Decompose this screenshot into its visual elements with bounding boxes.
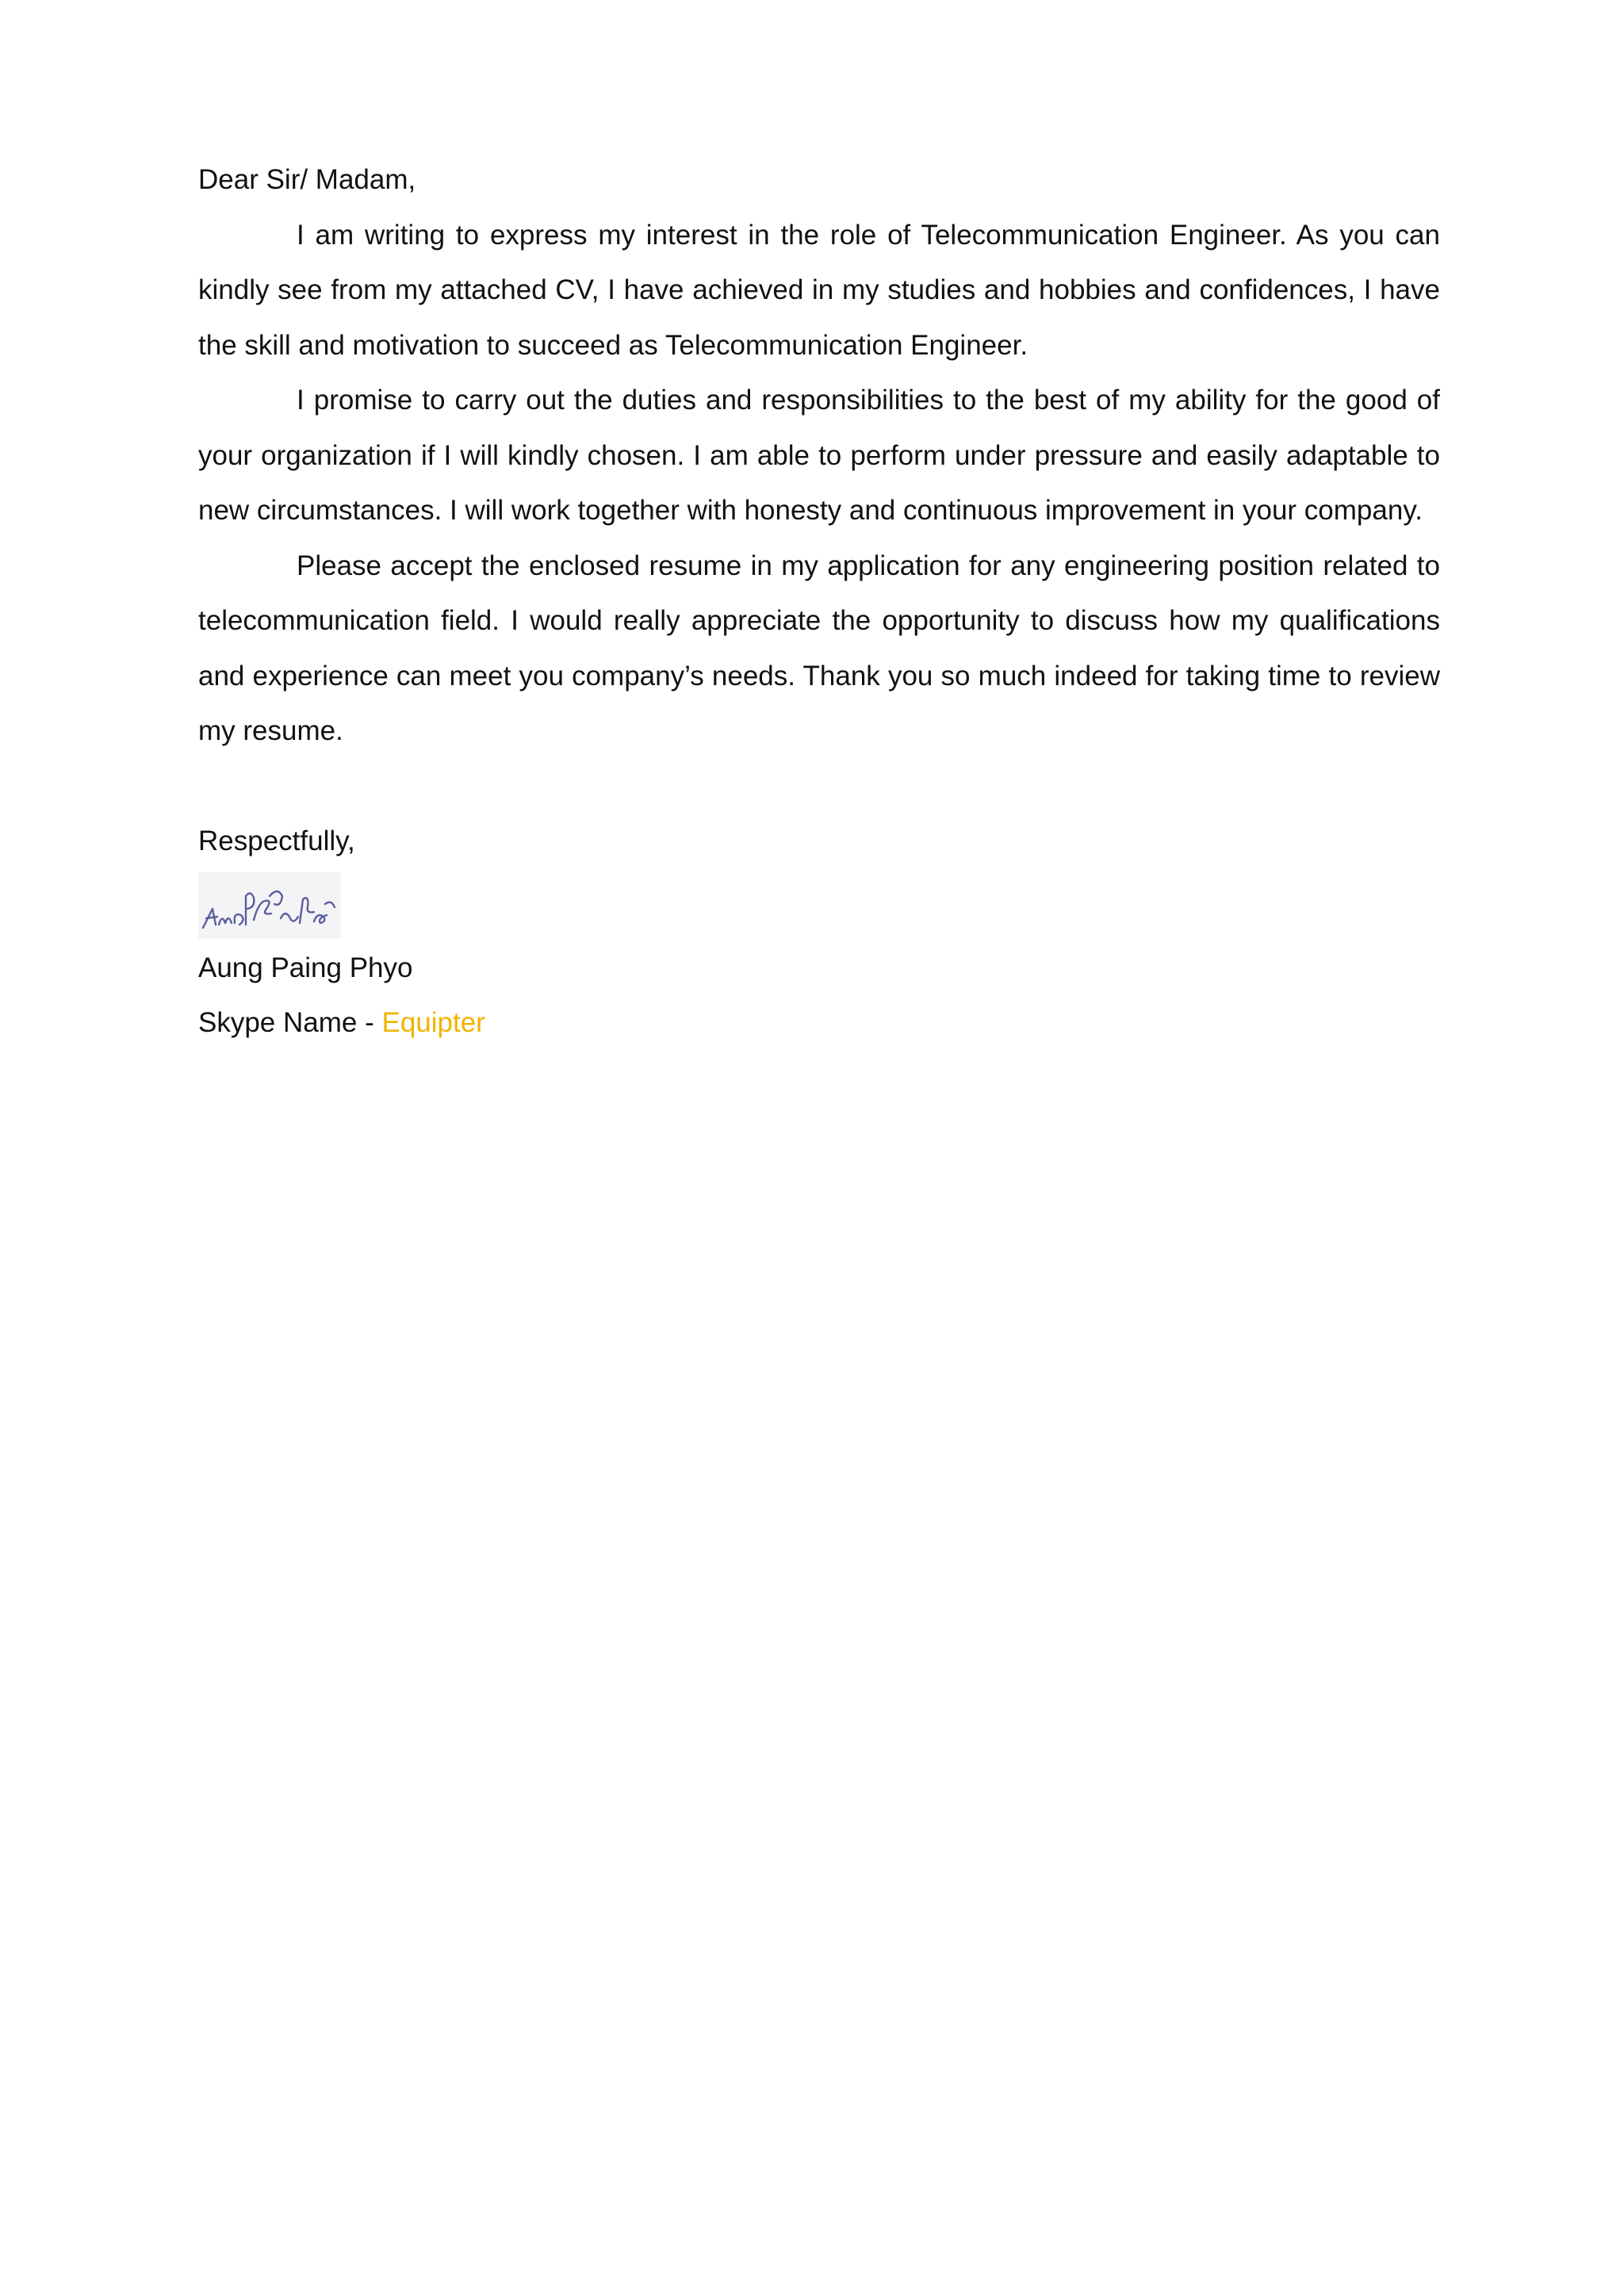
salutation: Dear Sir/ Madam,	[198, 164, 416, 195]
skype-line	[198, 995, 1440, 1051]
signer-name: Aung Paing Phyo	[198, 952, 413, 983]
paragraph-promise: I promise to carry out the duties and responsibilities to the best of my ability for the good of your organization if I will kindly chosen. I am able to perform under pressure and easily adaptable to new circumstances. I will work together with honesty and continuous improvement in your company.	[198, 385, 1440, 526]
paragraph-interest: I am writing to express my interest in the role of Telecommunication Engineer. As you can kindly see from my attached CV, I have achieved in my studies and hobbies and confidences, I have the skill and motivation to succeed as Telecommunication Engineer.	[198, 219, 1440, 361]
handwritten-signature	[198, 872, 341, 939]
skype-label: Skype Name -	[198, 1007, 382, 1038]
skype-value: Equipter	[381, 1007, 485, 1038]
cover-letter	[198, 152, 1440, 1051]
blank-line	[198, 759, 1440, 814]
paragraph-request: Please accept the enclosed resume in my application for any engineering position related to telecommunication field. I would really appreciate the opportunity to discuss how my qualifications and experience can meet you company’s needs. Thank you so much indeed for taking time to review my resume.	[198, 550, 1440, 746]
closing: Respectfully,	[198, 826, 355, 856]
